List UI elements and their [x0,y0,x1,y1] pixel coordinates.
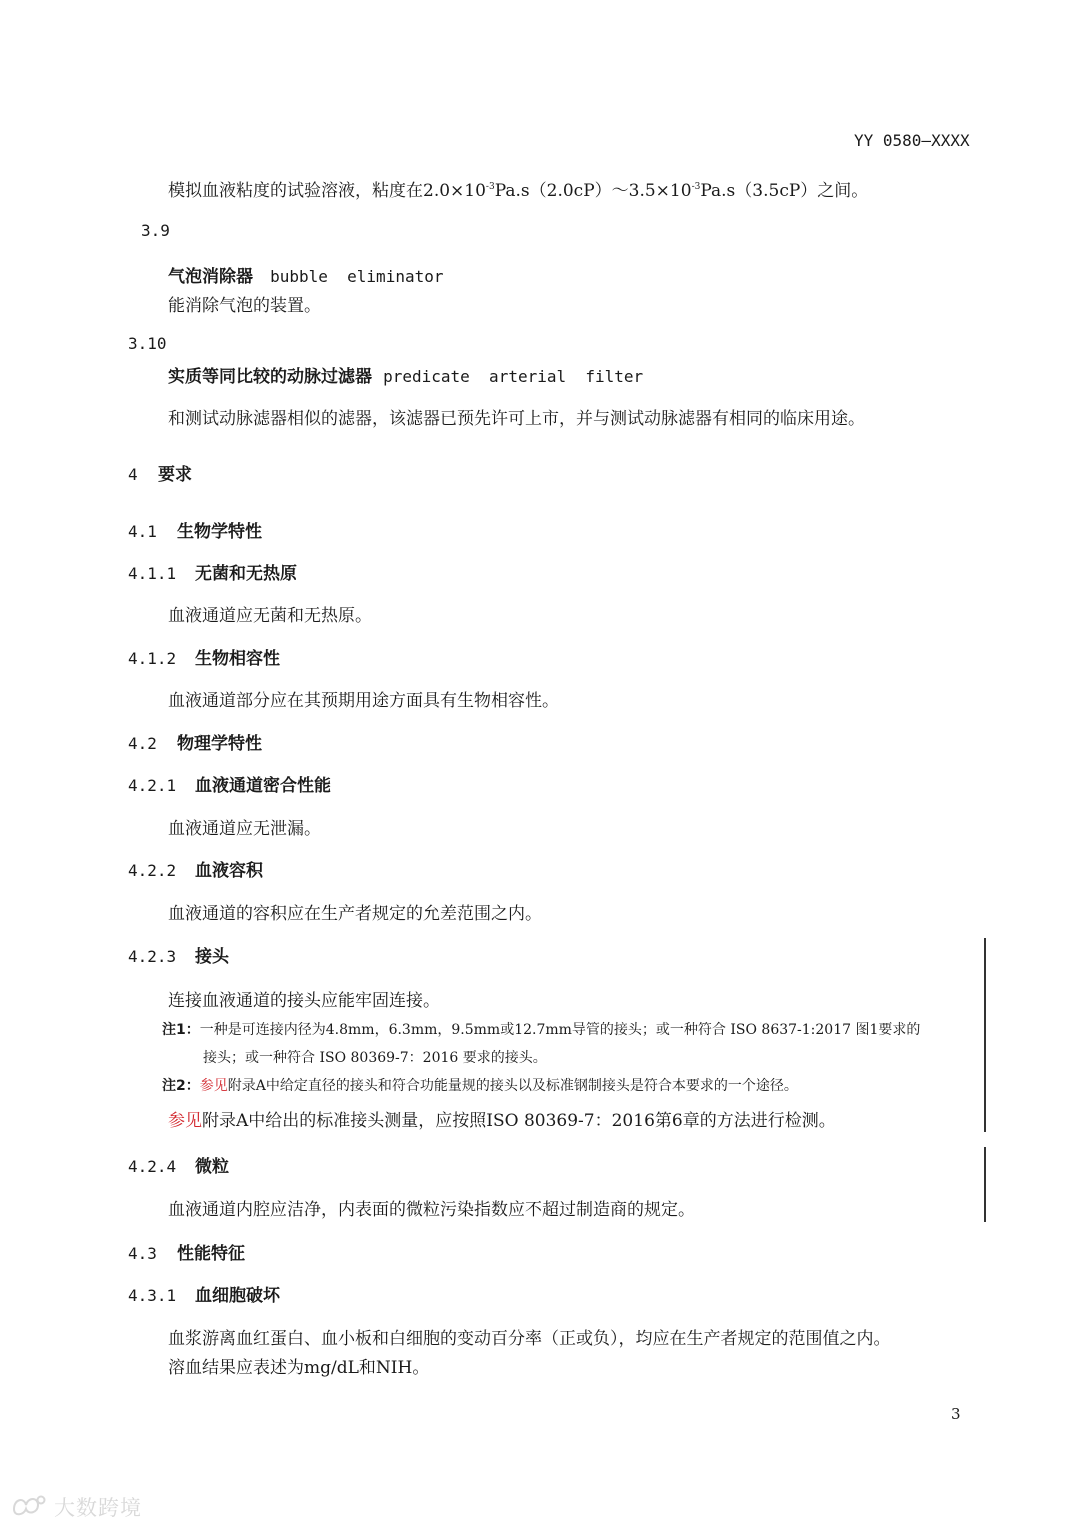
extra-text: 附录A中给出的标准接头测量，应按照ISO 80369-7：2016第6章的方法进行检测。 [202,1111,836,1131]
heading-number: 4.2.2 [128,861,177,880]
section-4-1-2-heading [128,644,280,669]
exponent-1: -3 [485,182,495,192]
revision-mark-text: 参见 [199,1078,228,1094]
section-4-2-3-extra-text [168,1106,836,1131]
page-number: 3 [951,1405,961,1423]
heading-number: 4 [128,465,138,484]
brand-logo-icon [10,1493,48,1519]
section-4-2-3-text: 连接血液通道的接头应能牢固连接。 [168,991,440,1011]
section-4-3-1-text-line-2: 溶血结果应表述为mg/dL和NIH。 [168,1358,430,1378]
watermark-text: 大数跨境 [54,1496,142,1520]
definition-term-3-9 [168,262,443,287]
note-2-label: 注2： [162,1078,200,1094]
note-1-line-2: 接头；或一种符合 ISO 80369-7：2016 要求的接头。 [203,1050,547,1066]
heading-number: 4.2.4 [128,1157,177,1176]
section-4-2-3-heading [128,942,229,967]
definition-number-3-10: 3.10 [128,334,167,353]
section-4-2-1-heading [128,771,331,796]
section-4-2-1-text: 血液通道应无泄漏。 [168,819,321,839]
chapter-4-heading [128,460,192,485]
revision-bar [984,938,986,1132]
heading-title: 血液通道密合性能 [195,776,331,796]
definition-text-part-b: Pa.s（2.0cP）～3.5×10 [494,181,692,201]
document-code: YY 0580—XXXX [854,131,970,150]
section-4-2-4-heading [128,1152,229,1177]
revision-bar [984,1147,986,1222]
heading-number: 4.2.1 [128,776,177,795]
section-4-2-4-text: 血液通道内腔应洁净，内表面的微粒污染指数应不超过制造商的规定。 [168,1200,695,1220]
heading-number: 4.3 [128,1244,157,1263]
section-4-2-2-text: 血液通道的容积应在生产者规定的允差范围之内。 [168,904,542,924]
heading-number: 4.3.1 [128,1286,177,1305]
definition-number-3-9: 3.9 [141,221,170,240]
heading-number: 4.2.3 [128,947,177,966]
definition-3-10-text: 和测试动脉滤器相似的滤器，该滤器已预先许可上市，并与测试动脉滤器有相同的临床用途。 [168,409,865,429]
heading-number: 4.1.1 [128,564,177,583]
heading-number: 4.1 [128,522,157,541]
heading-title: 无菌和无热原 [195,564,297,584]
section-4-1-1-heading [128,559,297,584]
definition-text-part-c: Pa.s（3.5cP）之间。 [700,181,869,201]
revision-mark-text: 参见 [168,1111,202,1131]
definition-3-8-text [168,176,868,201]
note-2-text: 附录A中给定直径的接头和符合功能量规的接头以及标准钢制接头是符合本要求的一个途径。 [227,1078,798,1094]
note-1-label: 注1： [162,1022,200,1038]
section-4-3-1-text-line-1: 血浆游离血红蛋白、血小板和白细胞的变动百分率（正或负），均应在生产者规定的范围值之内。 [168,1329,891,1349]
section-4-1-1-text: 血液通道应无菌和无热原。 [168,606,372,626]
note-1-text: 一种是可连接内径为4.8mm，6.3mm，9.5mm或12.7mm导管的接头；或一种符合 ISO 8637-1:2017 图1要求的 [199,1022,921,1038]
term-chinese: 气泡消除器 [168,267,253,287]
heading-title: 接头 [195,947,229,967]
term-english: predicate arterial filter [383,367,644,386]
note-2 [162,1075,798,1095]
note-1-line-1 [162,1019,920,1039]
heading-title: 微粒 [195,1157,229,1177]
heading-title: 血液容积 [195,861,263,881]
heading-title: 生物相容性 [195,649,280,669]
heading-title: 物理学特性 [177,734,262,754]
heading-title: 生物学特性 [177,522,262,542]
section-4-3-heading [128,1239,245,1264]
heading-number: 4.2 [128,734,157,753]
section-4-1-2-text: 血液通道部分应在其预期用途方面具有生物相容性。 [168,691,559,711]
definition-text-part-a: 模拟血液粘度的试验溶液，粘度在2.0×10 [168,181,486,201]
section-4-2-heading [128,729,262,754]
term-english: bubble eliminator [270,267,444,286]
section-4-2-2-heading [128,856,263,881]
heading-title: 血细胞破坏 [195,1286,280,1306]
heading-number: 4.1.2 [128,649,177,668]
heading-title: 要求 [158,465,192,485]
term-chinese: 实质等同比较的动脉过滤器 [168,367,372,387]
section-4-3-1-heading [128,1281,280,1306]
exponent-2: -3 [691,182,701,192]
section-4-1-heading [128,517,262,542]
heading-title: 性能特征 [177,1244,245,1264]
definition-3-9-text: 能消除气泡的装置。 [168,296,321,316]
definition-term-3-10 [168,362,643,387]
